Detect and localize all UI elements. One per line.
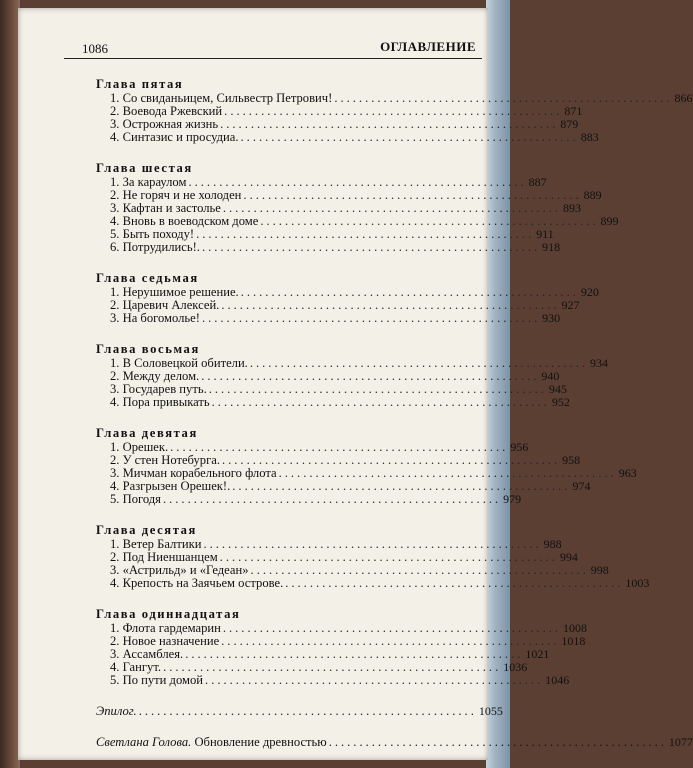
book-cover-edge <box>0 0 20 768</box>
toc-entry: 2. Воевода Ржевский ....................................................... 871 <box>110 104 583 118</box>
toc-epilogue: Эпилог. ....................................................... 1055 <box>96 704 503 718</box>
toc-entry: 3. Государев путь. ....................................................... 945 <box>110 382 567 396</box>
toc-entry: 4. Крепость на Заячьем острове. ....................................................... 1003 <box>110 576 650 590</box>
toc-entry: 3. Мичман корабельного флота ....................................................... 963 <box>110 466 637 480</box>
chapter-title: Глава девятая <box>96 426 198 440</box>
afterword-author: Светлана Голова. <box>96 735 192 749</box>
toc-entry: 2. Между делом. ....................................................... 940 <box>110 369 560 383</box>
chapter-11 <box>96 607 588 687</box>
toc-entry: 5. Быть походу! ....................................................... 911 <box>110 227 554 241</box>
toc-entry: 4. Разгрызен Орешек!. ....................................................... 974 <box>110 479 591 493</box>
chapter-title: Глава седьмая <box>96 271 199 285</box>
toc-entry: 1. За караулом ....................................................... 887 <box>110 175 547 189</box>
toc-entry: 3. На богомолье! ....................................................... 930 <box>110 311 561 325</box>
toc-entry: 2. У стен Нотебурга. ....................................................... 958 <box>110 453 581 467</box>
toc-entry: 1. Орешек. ....................................................... 956 <box>110 440 529 454</box>
epilogue-page: 1055 <box>478 704 503 718</box>
toc-entry: 3. Ассамблея. ....................................................... 1021 <box>110 647 550 661</box>
afterword-title: Обновление древностью <box>191 735 327 749</box>
chapter-10 <box>96 523 650 590</box>
toc-entry: 1. Флота гардемарин ....................................................... 1008 <box>110 621 588 635</box>
toc-entry: 2. Новое назначение ....................................................... 1018 <box>110 634 586 648</box>
toc-entry: 4. Гангут. ....................................................... 1036 <box>110 660 528 674</box>
chapter-title: Глава восьмая <box>96 342 200 356</box>
toc-entry: 4. Синтазис и просудиа. ....................................................... 883 <box>110 130 599 144</box>
chapter-7 <box>96 271 599 325</box>
toc-entry: 1. Со свиданьицем, Сильвестр Петрович! ....................................................... 866 <box>110 91 693 105</box>
book-page <box>18 8 693 760</box>
toc-entry: 3. «Астрильд» и «Гедеан» ....................................................... 998 <box>110 563 609 577</box>
toc-entry: 2. Царевич Алексей. ....................................................... 927 <box>110 298 580 312</box>
chapter-6 <box>96 161 619 254</box>
toc-afterword: Светлана Голова. Обновление древностью ....................................................... 1077 <box>96 735 693 749</box>
toc-entry: 3. Кафтан и застолье ....................................................... 893 <box>110 201 582 215</box>
chapter-title: Глава пятая <box>96 77 184 91</box>
section-title: ОГЛАВЛЕНИЕ <box>380 39 476 54</box>
chapter-9 <box>96 426 637 506</box>
toc-entry: 2. Не горяч и не холоден ....................................................... 889 <box>110 188 602 202</box>
toc-entry: 5. По пути домой ....................................................... 1046 <box>110 673 570 687</box>
toc-entry: 5. Погодя ....................................................... 979 <box>110 492 522 506</box>
table-of-contents <box>96 77 693 767</box>
chapter-title: Глава одиннадцатая <box>96 607 241 621</box>
toc-entry: 1. Ветер Балтики ....................................................... 988 <box>110 537 562 551</box>
page-number: 1086 <box>82 41 108 56</box>
epilogue-label: Эпилог. <box>96 704 137 718</box>
afterword-page: 1077 <box>668 735 693 749</box>
page-header <box>64 36 482 59</box>
chapter-title: Глава десятая <box>96 523 197 537</box>
toc-entry: 3. Острожная жизнь ....................................................... 879 <box>110 117 579 131</box>
chapter-5 <box>96 77 693 144</box>
toc-entry: 6. Потрудились!. ....................................................... 918 <box>110 240 561 254</box>
toc-entry: 2. Под Ниеншанцем ....................................................... 994 <box>110 550 578 564</box>
chapter-8 <box>96 342 609 409</box>
chapter-title: Глава шестая <box>96 161 193 175</box>
toc-entry: 1. Нерушимое решение. ....................................................... 920 <box>110 285 599 299</box>
toc-entry: 4. Вновь в воеводском доме ....................................................... 899 <box>110 214 619 228</box>
toc-entry: 1. В Соловецкой обители. ....................................................... 934 <box>110 356 609 370</box>
toc-entry: 4. Пора привыкать ....................................................... 952 <box>110 395 570 409</box>
